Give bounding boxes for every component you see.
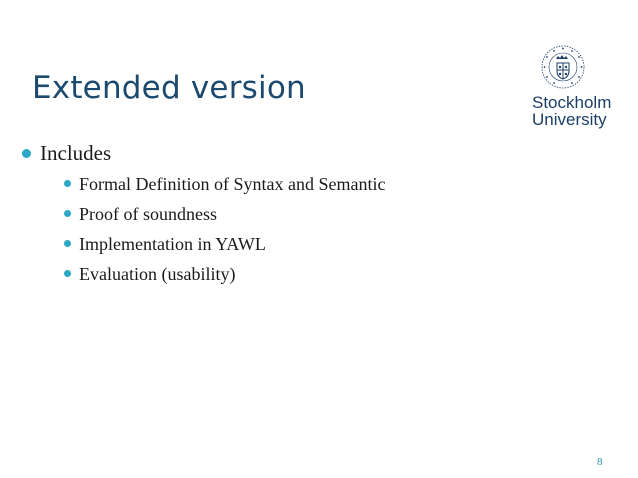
bullet-item-includes: [22, 141, 111, 166]
logo-line-1: Stockholm: [532, 93, 612, 112]
sub-bullet-item: [64, 234, 266, 255]
sub-bullet-text: Proof of soundness: [79, 204, 217, 224]
sub-bullet-text: Evaluation (usability): [79, 264, 236, 284]
logo-line-2: University: [532, 110, 607, 129]
slide-title: Extended version: [32, 70, 306, 106]
sub-bullet-item: [64, 174, 385, 195]
sub-bullet-text: Implementation in YAWL: [79, 234, 266, 254]
sub-bullet-item: [64, 264, 235, 285]
bullet-dot-icon: [64, 270, 71, 277]
university-seal-icon: [540, 44, 586, 90]
page-number: 8: [597, 456, 603, 468]
bullet-dot-icon: [64, 210, 71, 217]
bullet-dot-icon: [22, 149, 31, 158]
bullet-text: Includes: [40, 141, 112, 165]
bullet-dot-icon: [64, 240, 71, 247]
sub-bullet-text: Formal Definition of Syntax and Semantic: [79, 174, 386, 194]
university-logo: [532, 44, 628, 134]
sub-bullet-item: [64, 204, 217, 225]
university-name: [532, 94, 628, 128]
bullet-dot-icon: [64, 180, 71, 187]
